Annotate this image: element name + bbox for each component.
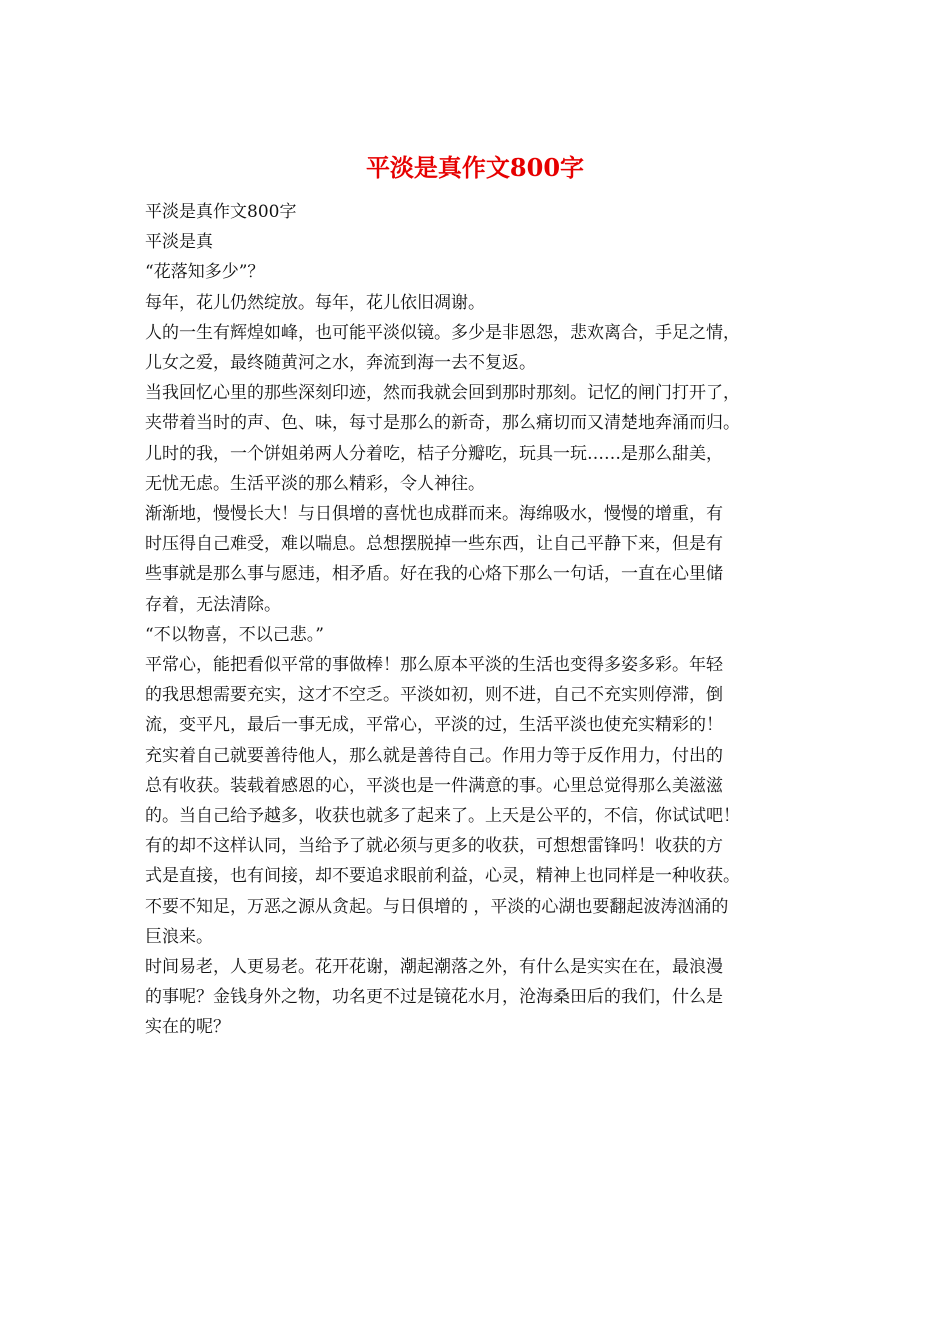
- text-line: 有的却不这样认同，当给予了就必须与更多的收获，可想想雷锋吗！收获的方: [145, 836, 723, 857]
- text-line: 充实着自己就要善待他人，那么就是善待自己。作用力等于反作用力，付出的: [145, 745, 723, 766]
- text-line: 当我回忆心里的那些深刻印迹，然而我就会回到那时那刻。记忆的闸门打开了，: [145, 383, 740, 404]
- text-line: 总有收获。装载着感恩的心，平淡也是一件满意的事。心里总觉得那么美滋滋: [145, 775, 723, 796]
- text-line: 平淡是真: [145, 232, 213, 253]
- text-line: 的。当自己给予越多，收获也就多了起来了。上天是公平的，不信，你试试吧！: [145, 806, 740, 827]
- text-line: 平常心，能把看似平常的事做棒！那么原本平淡的生活也变得多姿多彩。年轻: [145, 655, 723, 676]
- text-line: 渐渐地，慢慢长大！与日俱增的喜忧也成群而来。海绵吸水，慢慢的增重，有: [145, 504, 723, 525]
- text-line: 式是直接，也有间接，却不要追求眼前利益，心灵，精神上也同样是一种收获。: [145, 866, 740, 887]
- text-line: 存着，无法清除。: [145, 594, 281, 615]
- document-body: [145, 197, 813, 1043]
- text-line: 夹带着当时的声、色、味，每寸是那么的新奇，那么痛切而又清楚地奔涌而归。: [145, 413, 740, 434]
- text-line: 时间易老，人更易老。花开花谢，潮起潮落之外，有什么是实实在在，最浪漫: [145, 957, 723, 978]
- text-line: 人的一生有辉煌如峰，也可能平淡似镜。多少是非恩怨，悲欢离合，手足之情，: [145, 322, 740, 343]
- text-line: 平淡是真作文800字: [145, 202, 297, 222]
- text-line: 儿女之爱，最终随黄河之水，奔流到海一去不复返。: [145, 353, 536, 374]
- text-line: 些事就是那么事与愿违，相矛盾。好在我的心烙下那么一句话，一直在心里储: [145, 564, 723, 585]
- document-title: 平淡是真作文800字: [365, 153, 585, 182]
- text-line: 的事呢？金钱身外之物，功名更不过是镜花水月，沧海桑田后的我们，什么是: [145, 987, 723, 1008]
- text-line: “花落知多少”？: [145, 262, 265, 283]
- text-line: “不以物喜，不以己悲。”: [145, 624, 324, 645]
- text-line: 不要不知足，万恶之源从贪起。与日俱增的 ，平淡的心湖也要翻起波涛汹涌的: [145, 896, 729, 917]
- text-line: 时压得自己难受，难以喘息。总想摆脱掉一些东西，让自己平静下来，但是有: [145, 534, 723, 555]
- text-line: 实在的呢？: [145, 1017, 230, 1038]
- text-line: 流，变平凡，最后一事无成，平常心，平淡的过，生活平淡也使充实精彩的！: [145, 715, 723, 736]
- text-line: 的我思想需要充实，这才不空乏。平淡如初，则不进，自己不充实则停滞，倒: [145, 685, 723, 706]
- text-line: 每年，花儿仍然绽放。每年，花儿依旧凋谢。: [145, 292, 485, 313]
- text-line: 无忧无虑。生活平淡的那么精彩，令人神往。: [145, 473, 485, 494]
- text-line: 儿时的我，一个饼姐弟两人分着吃，桔子分瓣吃，玩具一玩……是那么甜美，: [145, 443, 723, 464]
- text-line: 巨浪来。: [145, 926, 213, 947]
